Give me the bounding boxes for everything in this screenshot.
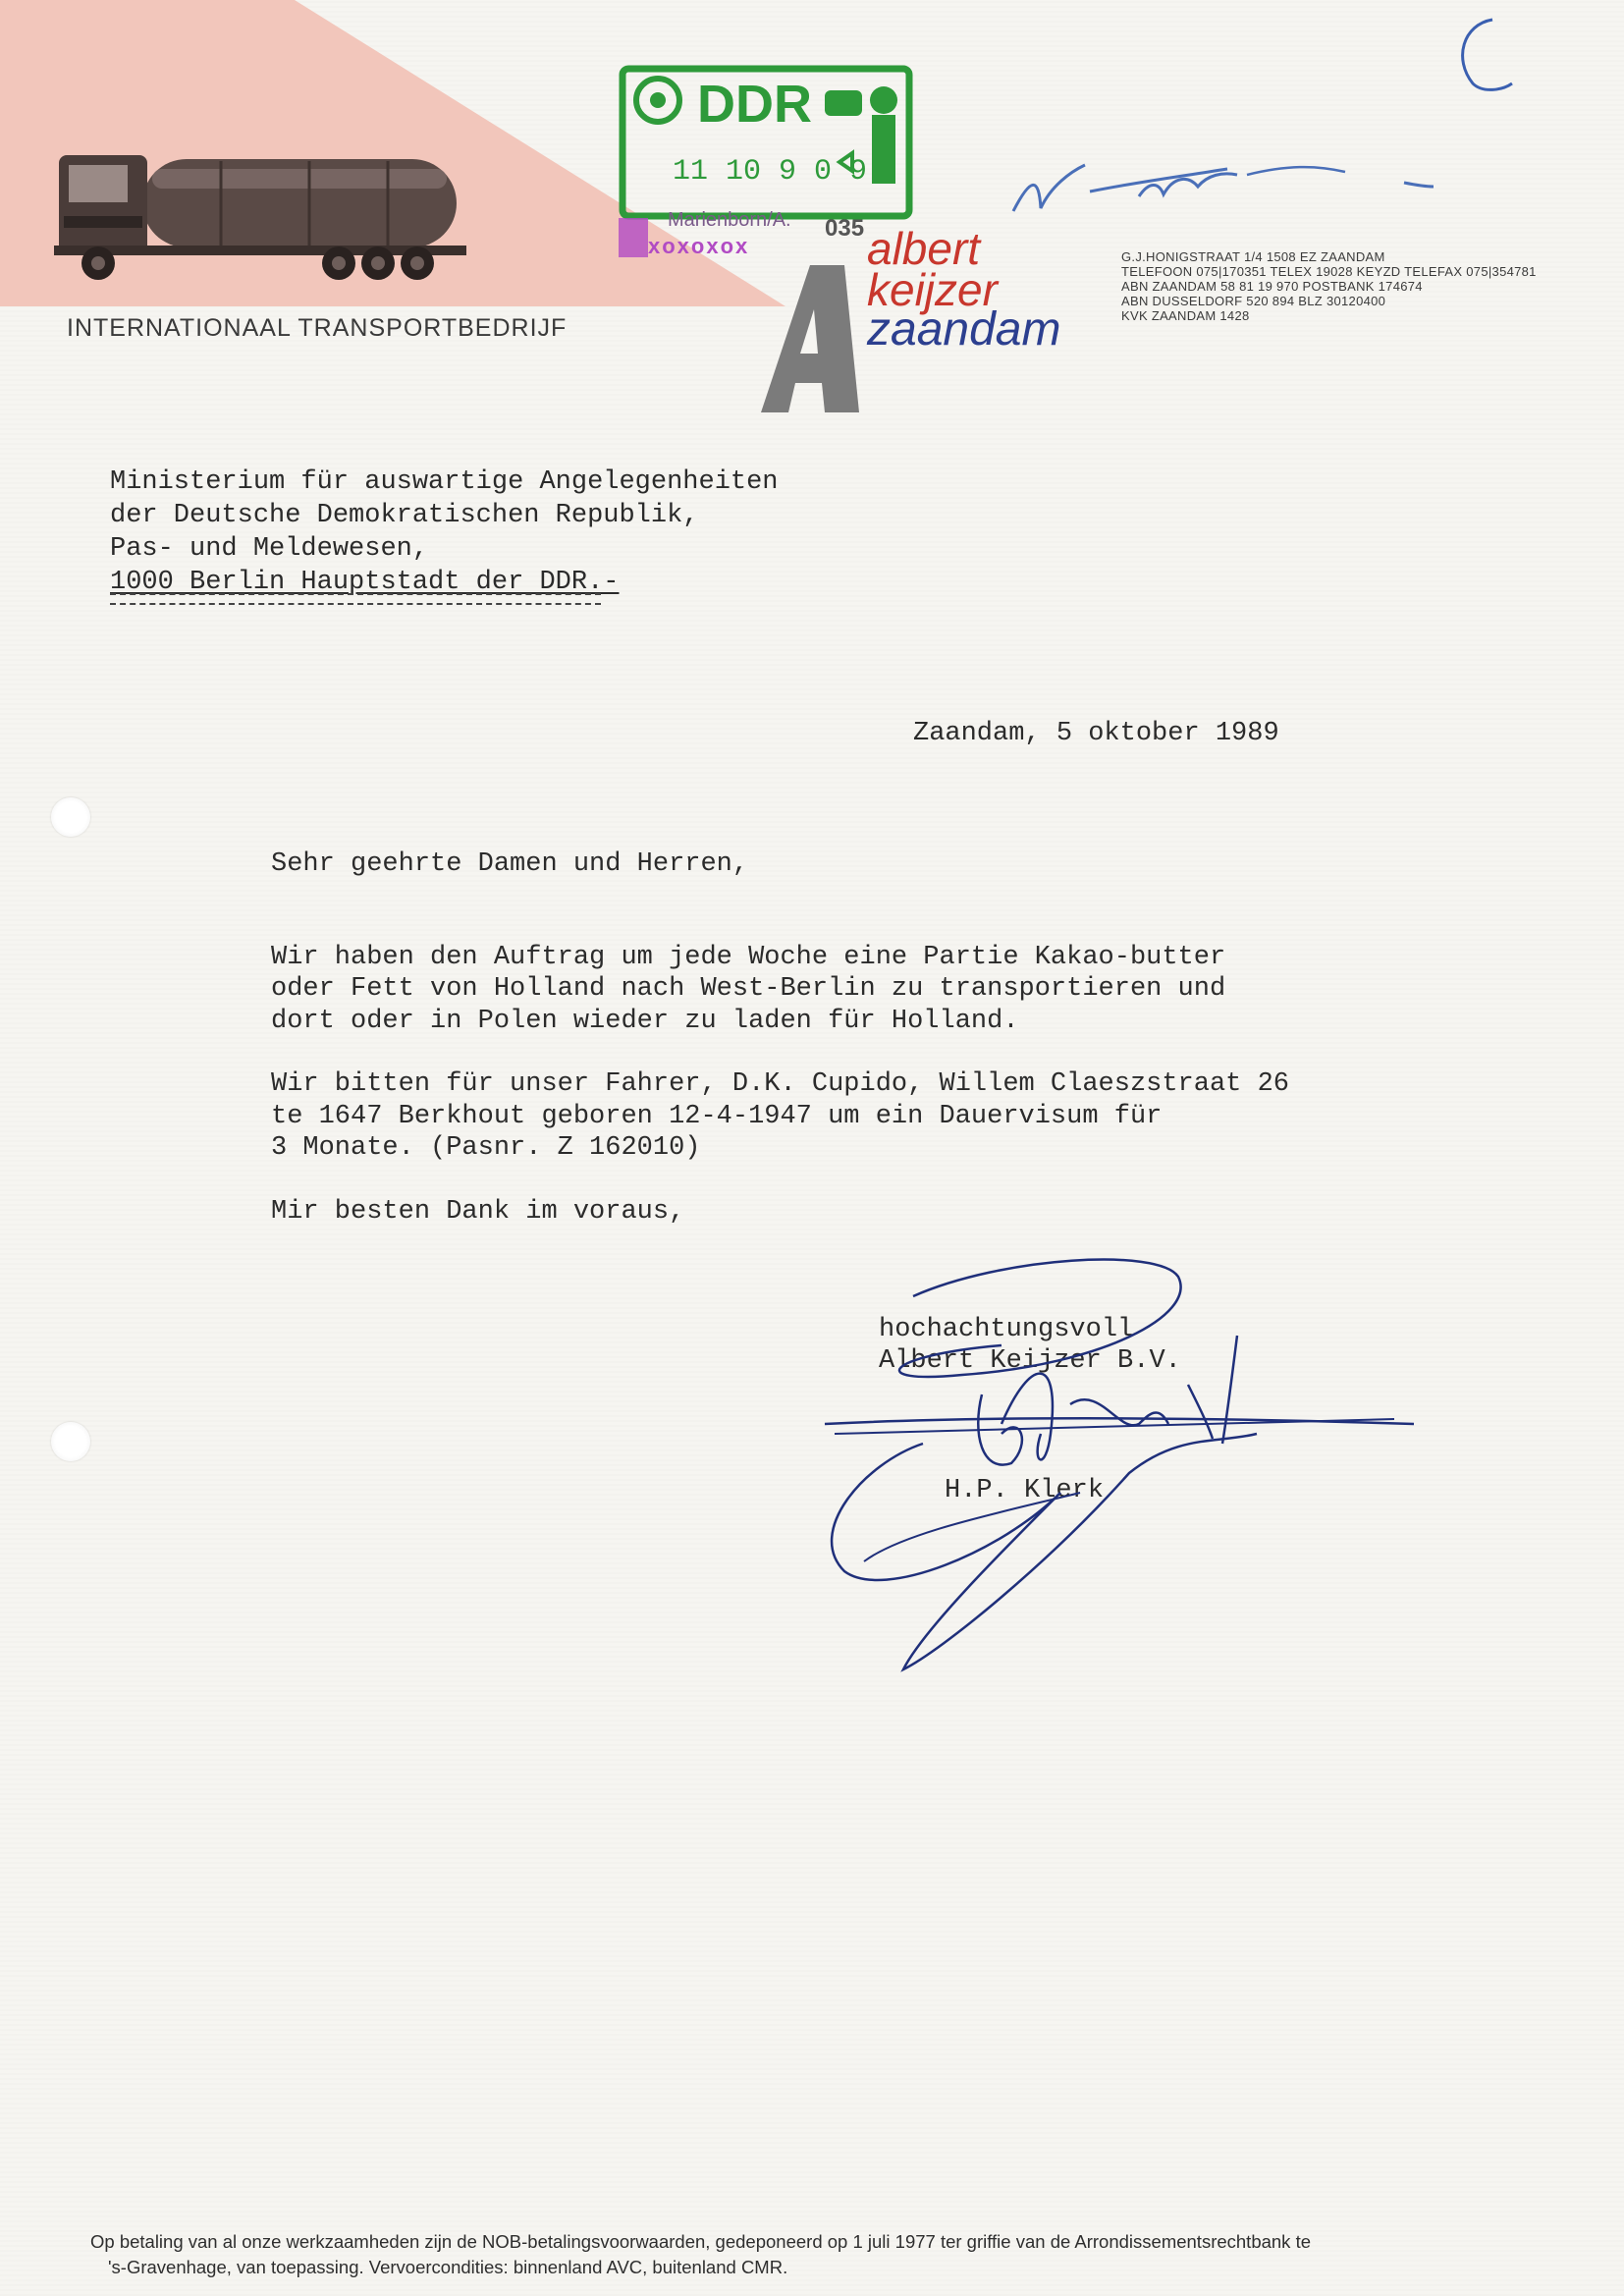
- recipient-address: [110, 465, 779, 599]
- recipient-line-1: Ministerium für auswartige Angelegenheiten: [110, 467, 779, 497]
- thanks-line: Mir besten Dank im voraus,: [271, 1196, 685, 1227]
- paragraph2-line-2: te 1647 Berkhout geboren 12-4-1947 um ein Dauervisum für: [271, 1101, 1163, 1131]
- salutation: Sehr geehrte Damen und Herren,: [271, 849, 749, 879]
- annotation-letter: C: [992, 0, 993, 1]
- punch-hole-bottom: [51, 1422, 90, 1461]
- stamp-number: 035: [825, 215, 865, 242]
- double-underline-rule: [110, 593, 601, 605]
- paragraph1-line-3: dort oder in Polen wieder zu laden für Holland.: [271, 1006, 1019, 1036]
- letter-body: [271, 848, 1351, 1228]
- closing-line-1: hochachtungsvoll: [879, 1315, 1134, 1344]
- svg-text:xoxoxox: xoxoxox: [648, 234, 750, 257]
- paragraph2-line-3: 3 Monate. (Pasnr. Z 162010): [271, 1133, 701, 1163]
- recipient-line-4: 1000 Berlin Hauptstadt der DDR.-: [110, 568, 620, 597]
- ddr-border-stamp: [619, 61, 919, 257]
- punch-hole-top: [51, 797, 90, 837]
- stamp-country: DDR: [697, 75, 812, 134]
- paragraph1-line-1: Wir haben den Auftrag um jede Woche eine Partie Kakao-butter: [271, 942, 1226, 972]
- company-bank-1: ABN ZAANDAM 58 81 19 970 POSTBANK 174674: [1121, 279, 1423, 294]
- paragraph1-line-2: oder Fett von Holland nach West-Berlin zu transportieren und: [271, 974, 1226, 1004]
- logo-a-mark-icon: [751, 255, 869, 422]
- company-bank-2: ABN DUSSELDORF 520 894 BLZ 30120400: [1121, 294, 1386, 308]
- stamp-date-code: 11 10 9 0 9: [673, 155, 868, 189]
- recipient-line-2: der Deutsche Demokratischen Republik,: [110, 501, 699, 530]
- stamp-place: Marienborn/A.: [668, 209, 791, 231]
- footer-line-1: Op betaling van al onze werkzaamheden zijn de NOB-betalingsvoorwaarden, gedeponeerd op 1 juli 1977 ter griffie van de Arrondissementsrechtbank te: [90, 2231, 1312, 2252]
- closing-line-2: Albert Keijzer B.V.: [879, 1346, 1181, 1376]
- footer-line-2: 's-Gravenhage, van toepassing. Vervoercondities: binnenland AVC, buitenland CMR.: [108, 2257, 788, 2277]
- tanker-truck-illustration: [54, 137, 476, 285]
- page-footer: [90, 2229, 1311, 2280]
- company-kvk: KVK ZAANDAM 1428: [1121, 308, 1250, 323]
- paragraph2-line-1: Wir bitten für unser Fahrer, D.K. Cupido, Willem Claeszstraat 26: [271, 1069, 1289, 1099]
- company-address: G.J.HONIGSTRAAT 1/4 1508 EZ ZAANDAM: [1121, 249, 1385, 264]
- logo-word-keijzer: keijzer: [867, 264, 998, 315]
- handwritten-annotation: [992, 0, 1542, 255]
- company-contact-info: [1121, 249, 1537, 323]
- recipient-line-3: Pas- und Meldewesen,: [110, 534, 429, 564]
- company-tagline: INTERNATIONAAL TRANSPORTBEDRIJF: [67, 314, 568, 342]
- logo-word-albert: albert: [867, 223, 981, 274]
- letter-date: Zaandam, 5 oktober 1989: [913, 719, 1279, 748]
- handwritten-signature: [805, 1237, 1434, 1709]
- signer-name: H.P. Klerk: [945, 1476, 1105, 1505]
- company-phone-telex: TELEFOON 075|170351 TELEX 19028 KEYZD TELEFAX 075|354781: [1121, 264, 1537, 279]
- logo-word-zaandam: zaandam: [867, 303, 1061, 355]
